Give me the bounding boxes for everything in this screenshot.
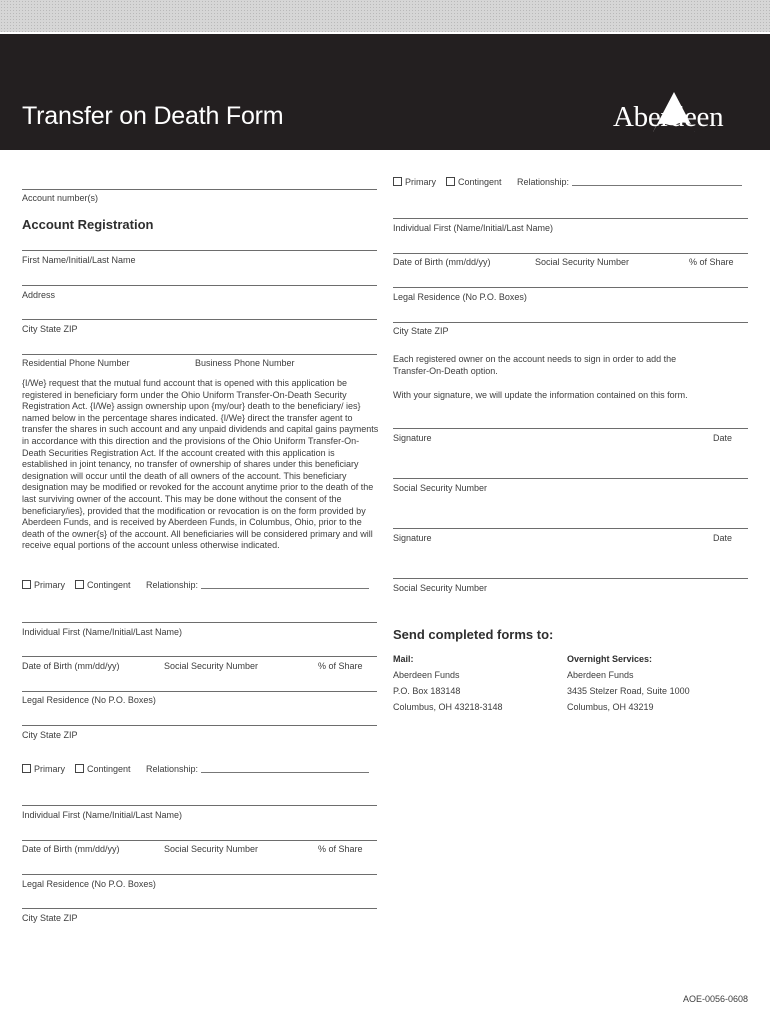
beneficiary-1-share-label: % of Share bbox=[318, 661, 363, 671]
signature-1-label: Signature bbox=[393, 433, 432, 443]
right-beneficiary-name-field[interactable] bbox=[393, 218, 748, 219]
beneficiary-1-ssn-label: Social Security Number bbox=[164, 661, 259, 671]
overnight-line: Aberdeen Funds bbox=[567, 670, 634, 680]
checkbox-icon[interactable] bbox=[75, 764, 84, 773]
phone-field[interactable] bbox=[22, 354, 377, 355]
mail-line: Columbus, OH 43218-3148 bbox=[393, 702, 503, 712]
city-state-zip-label: City State ZIP bbox=[22, 324, 78, 334]
right-beneficiary-city-label: City State ZIP bbox=[393, 326, 449, 336]
form-code: AOE-0056-0608 bbox=[682, 994, 748, 1004]
page-title: Transfer on Death Form bbox=[22, 102, 284, 130]
tod-agreement-paragraph: {I/We} request that the mutual fund account that is opened with this application be registered in beneficiary form under the Ohio Uniform Transfer-On-Death Security Registration Act. {I/We} assign ownership upon {my/our} death to the beneficiary/ ies} named below in the percentage shares indicated. {I/We} direct the transfer agent to transfer the shares in such account and any unpaid dividends and capital gains payments in accordance with this direction and the provisions of the Ohio Uniform Transfer-On-Death Securities Registration Act. If the account created with this application is established in joint tenancy, no transfer of ownership of shares under this beneficiary designation will occur until the death of all owners of the account. This beneficiary designation may be modified or revoked for the account anytime prior to the death of the last surviving owner of the account. This may be done without the consent of the beneficiary/ies}, provided that the modification or revocation is on the form provided by Aberdeen Funds, and is received by Aberdeen Funds, in Columbus, Ohio, prior to the death of the owner{s} of the account. All beneficiaries will be considered primary and will receive equal portions of the account unless otherwise indicated. bbox=[22, 378, 379, 551]
account-number-label: Account number(s) bbox=[22, 193, 99, 203]
residential-phone-label: Residential Phone Number bbox=[22, 358, 130, 368]
signature-2-label: Signature bbox=[393, 533, 432, 543]
beneficiary-1-residence-field[interactable] bbox=[22, 691, 377, 692]
beneficiary-1-name-label: Individual First (Name/Initial/Last Name) bbox=[22, 627, 183, 637]
owner-beneficiary-contingent-option[interactable]: Contingent bbox=[446, 177, 502, 187]
account-registration-heading: Account Registration bbox=[22, 217, 154, 232]
signature-update-note: With your signature, we will update the information contained on this form. bbox=[393, 390, 688, 400]
signer-1-ssn-label: Social Security Number bbox=[393, 483, 488, 493]
signature-instruction: Each registered owner on the account needs to sign in order to add the Transfer-On-Death option. bbox=[393, 354, 677, 377]
mail-heading: Mail: bbox=[393, 654, 414, 664]
signature-2-field[interactable] bbox=[393, 528, 748, 529]
beneficiary-2-city-field[interactable] bbox=[22, 908, 377, 909]
beneficiary-1-dob-ssn-share-field[interactable] bbox=[22, 656, 377, 657]
beneficiary-2-primary-option[interactable]: Primary bbox=[22, 764, 65, 774]
beneficiary-2-relationship-field[interactable]: Relationship: bbox=[146, 764, 369, 774]
signature-2-date-label: Date bbox=[713, 533, 733, 543]
header-band bbox=[0, 34, 770, 150]
owner-name-label: First Name/Initial/Last Name bbox=[22, 255, 136, 265]
beneficiary-1-city-field[interactable] bbox=[22, 725, 377, 726]
mail-address-block bbox=[393, 651, 503, 715]
beneficiary-2-residence-field[interactable] bbox=[22, 874, 377, 875]
beneficiary-1-dob-label: Date of Birth (mm/dd/yy) bbox=[22, 661, 120, 671]
owner-beneficiary-relationship-field[interactable]: Relationship: bbox=[517, 177, 742, 187]
checkbox-icon[interactable] bbox=[393, 177, 402, 186]
beneficiary-1-residence-label: Legal Residence (No P.O. Boxes) bbox=[22, 695, 156, 705]
mail-line: P.O. Box 183148 bbox=[393, 686, 461, 696]
beneficiary-2-share-label: % of Share bbox=[318, 844, 363, 854]
signature-1-date-label: Date bbox=[713, 433, 733, 443]
beneficiary-1-relationship-field[interactable]: Relationship: bbox=[146, 580, 369, 590]
top-texture-strip bbox=[0, 0, 770, 32]
right-beneficiary-dob-label: Date of Birth (mm/dd/yy) bbox=[393, 257, 491, 267]
beneficiary-1-primary-option[interactable]: Primary bbox=[22, 580, 65, 590]
checkbox-icon[interactable] bbox=[75, 580, 84, 589]
checkbox-icon[interactable] bbox=[22, 580, 31, 589]
owner-beneficiary-primary-option[interactable]: Primary bbox=[393, 177, 436, 187]
beneficiary-2-dob-ssn-share-field[interactable] bbox=[22, 840, 377, 841]
checkbox-icon[interactable] bbox=[22, 764, 31, 773]
beneficiary-1-name-field[interactable] bbox=[22, 622, 377, 623]
send-forms-heading: Send completed forms to: bbox=[393, 627, 554, 642]
checkbox-icon[interactable] bbox=[446, 177, 455, 186]
right-beneficiary-ssn-label: Social Security Number bbox=[535, 257, 630, 267]
right-beneficiary-name-label: Individual First (Name/Initial/Last Name) bbox=[393, 223, 554, 233]
owner-name-field[interactable] bbox=[22, 250, 377, 251]
account-number-field[interactable] bbox=[22, 189, 377, 190]
right-beneficiary-city-field[interactable] bbox=[393, 322, 748, 323]
beneficiary-2-residence-label: Legal Residence (No P.O. Boxes) bbox=[22, 879, 156, 889]
city-state-zip-field[interactable] bbox=[22, 319, 377, 320]
beneficiary-2-name-field[interactable] bbox=[22, 805, 377, 806]
signer-2-ssn-field[interactable] bbox=[393, 578, 748, 579]
brand-name: Aberdeen bbox=[613, 101, 724, 133]
beneficiary-2-contingent-option[interactable]: Contingent bbox=[75, 764, 131, 774]
signer-2-ssn-label: Social Security Number bbox=[393, 583, 488, 593]
beneficiary-2-dob-label: Date of Birth (mm/dd/yy) bbox=[22, 844, 120, 854]
signer-1-ssn-field[interactable] bbox=[393, 478, 748, 479]
overnight-line: Columbus, OH 43219 bbox=[567, 702, 654, 712]
right-beneficiary-dob-ssn-share-field[interactable] bbox=[393, 253, 748, 254]
beneficiary-1-contingent-option[interactable]: Contingent bbox=[75, 580, 131, 590]
beneficiary-2-ssn-label: Social Security Number bbox=[164, 844, 259, 854]
beneficiary-2-name-label: Individual First (Name/Initial/Last Name) bbox=[22, 810, 183, 820]
beneficiary-2-city-label: City State ZIP bbox=[22, 913, 78, 923]
address-field[interactable] bbox=[22, 285, 377, 286]
beneficiary-1-city-label: City State ZIP bbox=[22, 730, 78, 740]
right-beneficiary-residence-label: Legal Residence (No P.O. Boxes) bbox=[393, 292, 527, 302]
mail-line: Aberdeen Funds bbox=[393, 670, 460, 680]
overnight-address-block bbox=[567, 651, 690, 715]
business-phone-label: Business Phone Number bbox=[195, 358, 295, 368]
overnight-line: 3435 Stelzer Road, Suite 1000 bbox=[567, 686, 690, 696]
right-beneficiary-residence-field[interactable] bbox=[393, 287, 748, 288]
signature-1-field[interactable] bbox=[393, 428, 748, 429]
address-label: Address bbox=[22, 290, 56, 300]
right-beneficiary-share-label: % of Share bbox=[689, 257, 734, 267]
overnight-heading: Overnight Services: bbox=[567, 654, 653, 664]
